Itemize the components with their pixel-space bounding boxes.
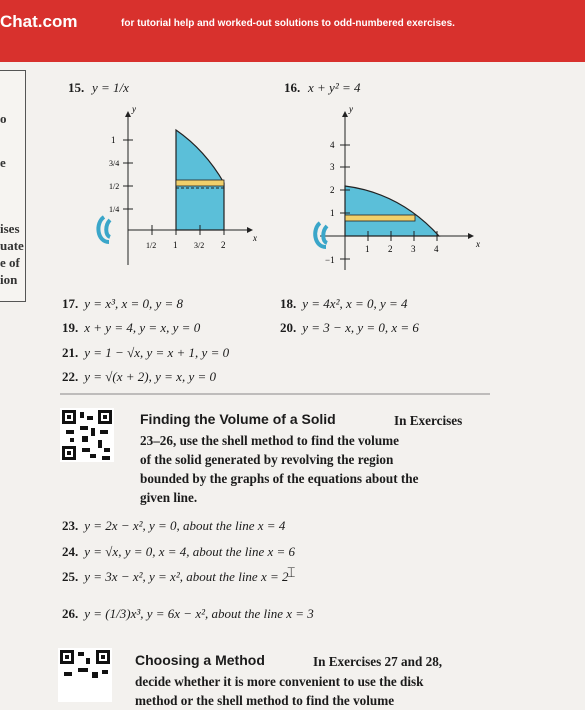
y-tick-label: 3 xyxy=(330,162,335,172)
exercise-number: 20. xyxy=(280,320,297,335)
section-body-line: 23–26, use the shell method to find the volume xyxy=(140,433,399,448)
section-body-line: of the solid generated by revolving the region xyxy=(140,452,394,467)
exercise-16-equation: x + y² = 4 xyxy=(308,80,361,95)
axis-label-y: y xyxy=(349,105,353,114)
section-body-line: decide whether it is more convenient to use the disk xyxy=(135,674,424,689)
exercise-equation: y = 2x − x², y = 0, about the line x = 4 xyxy=(84,518,286,533)
section-title-volume: Finding the Volume of a Solid xyxy=(140,411,336,427)
exercise-24 xyxy=(62,544,295,560)
x-tick-label: 2 xyxy=(388,244,393,254)
exercise-number: 26. xyxy=(62,606,79,621)
exercise-25 xyxy=(62,569,289,585)
y-tick-label: 3/4 xyxy=(109,159,120,168)
exercise-number: 19. xyxy=(62,320,79,335)
exercise-equation: y = x³, x = 0, y = 8 xyxy=(84,296,184,311)
exercise-number: 25. xyxy=(62,569,79,584)
exercise-16-graph xyxy=(300,105,485,275)
y-tick-label: 1 xyxy=(111,135,116,145)
section-body-line: In Exercises 27 and 28, xyxy=(313,654,443,669)
exercise-equation: x + y = 4, y = x, y = 0 xyxy=(84,320,201,335)
left-page-fragment xyxy=(0,70,26,302)
exercise-number: 23. xyxy=(62,518,79,533)
left-fragment-text: ises xyxy=(0,221,20,236)
y-tick-label: 4 xyxy=(330,140,335,150)
text-cursor-icon: ⌶ xyxy=(287,566,296,581)
site-banner xyxy=(0,0,585,62)
y-tick-label: −1 xyxy=(325,255,335,265)
exercise-15-equation: y = 1/x xyxy=(92,80,129,95)
y-tick-label: 1/4 xyxy=(109,205,120,214)
section-intro: In Exercises xyxy=(394,413,463,428)
section-body-line: given line. xyxy=(140,490,198,505)
exercise-number: 17. xyxy=(62,296,79,311)
exercise-equation: y = 3 − x, y = 0, x = 6 xyxy=(302,320,419,335)
left-fragment-text: ion xyxy=(0,272,18,287)
section-title-method: Choosing a Method xyxy=(135,652,265,668)
exercise-23 xyxy=(62,518,285,534)
exercise-21 xyxy=(62,345,229,361)
exercise-number: 24. xyxy=(62,544,79,559)
section-body-line: method or the shell method to find the volume xyxy=(135,693,395,708)
x-tick-label: 1/2 xyxy=(146,241,157,250)
exercise-equation: y = 4x², x = 0, y = 4 xyxy=(302,296,408,311)
x-tick-label: 3 xyxy=(411,244,416,254)
exercise-equation: y = (1/3)x³, y = 6x − x², about the line x = 3 xyxy=(84,606,314,621)
x-tick-label: 1 xyxy=(365,244,370,254)
left-fragment-text: uate xyxy=(0,238,24,253)
exercise-15-number: 15. xyxy=(68,80,85,95)
exercise-26 xyxy=(62,606,314,622)
exercise-16-number: 16. xyxy=(284,80,301,95)
x-tick-label: 3/2 xyxy=(194,241,205,250)
axis-label-y: y xyxy=(132,105,136,114)
axis-label-x: x xyxy=(253,233,257,243)
exercise-number: 21. xyxy=(62,345,79,360)
exercise-18 xyxy=(280,296,408,312)
left-fragment-text: o xyxy=(0,111,7,126)
section-divider xyxy=(60,392,490,396)
exercise-17 xyxy=(62,296,183,312)
exercise-equation: y = √x, y = 0, x = 4, about the line x = 6 xyxy=(84,544,296,559)
exercise-number: 22. xyxy=(62,369,79,384)
exercise-number: 18. xyxy=(280,296,297,311)
y-tick-label: 1 xyxy=(330,208,335,218)
axis-label-x: x xyxy=(476,239,480,249)
left-fragment-text: e of xyxy=(0,255,20,270)
exercise-22 xyxy=(62,369,216,385)
exercise-19 xyxy=(62,320,200,336)
exercise-equation: y = 3x − x², y = x², about the line x = 2 xyxy=(84,569,289,584)
y-tick-label: 2 xyxy=(330,185,335,195)
banner-tagline: for tutorial help and worked-out solutions to odd-numbered exercises. xyxy=(121,18,455,29)
exercise-equation: y = 1 − √x, y = x + 1, y = 0 xyxy=(84,345,230,360)
x-tick-label: 1 xyxy=(173,240,178,250)
left-fragment-text: e xyxy=(0,155,6,170)
site-name: Chat.com xyxy=(0,12,78,31)
exercise-20 xyxy=(280,320,419,336)
exercise-equation: y = √(x + 2), y = x, y = 0 xyxy=(84,369,216,384)
exercise-15-graph xyxy=(95,105,260,275)
qr-code-icon[interactable] xyxy=(58,648,112,702)
x-tick-label: 4 xyxy=(434,244,439,254)
x-tick-label: 2 xyxy=(221,240,226,250)
y-tick-label: 1/2 xyxy=(109,182,120,191)
section-body-line: bounded by the graphs of the equations about the xyxy=(140,471,419,486)
qr-code-icon[interactable] xyxy=(60,408,114,462)
